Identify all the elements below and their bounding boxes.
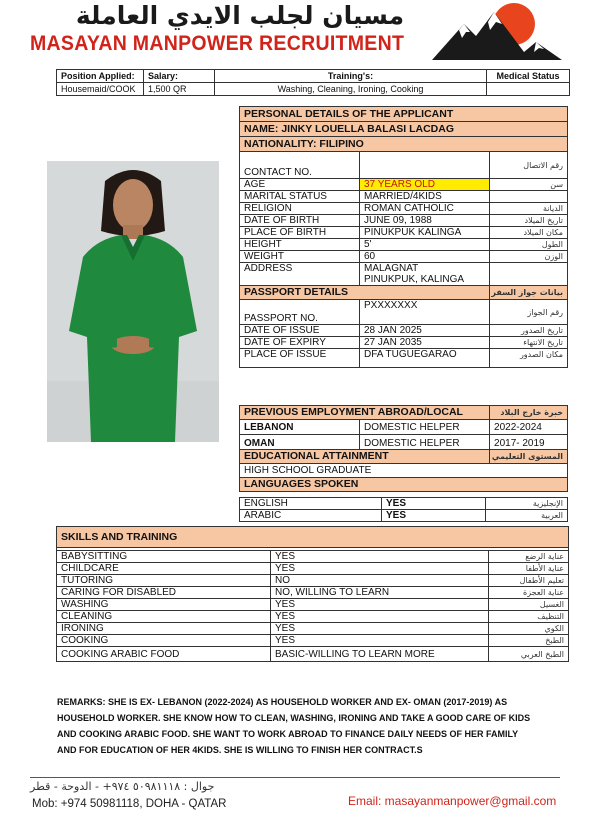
contact-label-ar: رقم الاتصال (490, 152, 568, 179)
skill-name: BABYSITTING (57, 551, 271, 563)
skill-value: YES (271, 563, 489, 575)
mountain-logo-icon (432, 2, 562, 62)
employment-years: 2017- 2019 (490, 435, 568, 450)
skill-name: CHILDCARE (57, 563, 271, 575)
issue-date-value: 28 JAN 2025 (360, 325, 490, 337)
personal-section-title: PERSONAL DETAILS OF THE APPLICANT (240, 107, 568, 122)
medical-label: Medical Status (487, 70, 570, 83)
marital-label-ar (490, 191, 568, 203)
applicant-name: NAME: JINKY LOUELLA BALASI LACDAG (240, 122, 568, 137)
skill-value: YES (271, 623, 489, 635)
employment-table (239, 405, 568, 492)
address-label-ar (490, 263, 568, 286)
employment-years: 2022-2024 (490, 420, 568, 435)
expiry-date-label-ar: تاريخ الانتهاء (490, 337, 568, 349)
employment-country: OMAN (240, 435, 360, 450)
skill-value: YES (271, 611, 489, 623)
religion-label: RELIGION (240, 203, 360, 215)
age-label: AGE (240, 179, 360, 191)
education-section-ar: المستوى التعليمي (490, 450, 568, 464)
languages-table (239, 497, 568, 522)
arabic-contact: جوال : ٥٠٩٨١١١٨ ٩٧٤+ - الدوحة - قطر (30, 780, 215, 793)
skill-name: IRONING (57, 623, 271, 635)
passport-no-value: PXXXXXXX (360, 300, 490, 325)
issue-place-value: DFA TUGUEGARAO (360, 349, 490, 368)
address-line-2: PINUKPUK, KALINGA (364, 274, 465, 285)
position-value: Housemaid/COOK (57, 83, 144, 96)
remarks-text: REMARKS: SHE IS EX- LEBANON (2022-2024) AS HOUSEHOLD WORKER AND EX- OMAN (2017-2019) AS HOUSEHOLD WORKER. SHE KNOW HOW TO CLEAN, WASHING, IRONING AND TAKE A GOOD CARE OF KIDS AND COOKING ARABIC FOOD. SHE WANT TO WORK ABROAD TO FINANCE DAILY NEEDS OF HER FAMILY AND FOR EDUCATION OF HER 4KIDS. SHE IS WILLING TO FINISH HER CONTRACT.S (57, 697, 531, 755)
education-section-title: EDUCATIONAL ATTAINMENT (240, 450, 490, 464)
age-value: 37 YEARS OLD (360, 179, 490, 191)
applicant-photo (47, 161, 219, 442)
expiry-date-value: 27 JAN 2035 (360, 337, 490, 349)
employment-section-ar: خبرة خارج البلاد (490, 406, 568, 420)
issue-place-label-ar: مكان الصدور (490, 349, 568, 368)
pob-value: PINUKPUK KALINGA (360, 227, 490, 239)
skills-section-title: SKILLS AND TRAINING (57, 527, 569, 548)
marital-label: MARITAL STATUS (240, 191, 360, 203)
marital-value: MARRIED/4KIDS (360, 191, 490, 203)
skill-name: CARING FOR DISABLED (57, 587, 271, 599)
passport-section-ar: بيانات جواز السفر (490, 286, 568, 300)
issue-place-label: PLACE OF ISSUE (240, 349, 360, 368)
skill-value: YES (271, 551, 489, 563)
applicant-nationality: NATIONALITY: FILIPINO (240, 137, 568, 152)
languages-section-title: LANGUAGES SPOKEN (240, 478, 568, 492)
skill-value: YES (271, 635, 489, 647)
passport-no-label-ar: رقم الجواز (490, 300, 568, 325)
expiry-date-label: DATE OF EXPIRY (240, 337, 360, 349)
footer-divider (30, 777, 560, 778)
height-label-ar: الطول (490, 239, 568, 251)
weight-label-ar: الوزن (490, 251, 568, 263)
email-contact: Email: masayanmanpower@gmail.com (348, 794, 557, 808)
skill-name-ar: الطبخ العربي (489, 647, 569, 662)
training-label: Training's: (215, 70, 487, 83)
skill-name-ar: الطبخ (489, 635, 569, 647)
skill-name-ar: التنظيف (489, 611, 569, 623)
arabic-company-title: مسيان لجلب الايدي العاملة (75, 1, 405, 30)
issue-date-label-ar: تاريخ الصدور (490, 325, 568, 337)
language-value: YES (382, 498, 486, 510)
skill-name-ar: الكوي (489, 623, 569, 635)
employment-country: LEBANON (240, 420, 360, 435)
religion-value: ROMAN CATHOLIC (360, 203, 490, 215)
address-value (360, 263, 490, 286)
contact-value (360, 152, 490, 179)
passport-section-title: PASSPORT DETAILS (240, 286, 490, 300)
pob-label-ar: مكان الميلاد (490, 227, 568, 239)
skill-name: COOKING ARABIC FOOD (57, 647, 271, 662)
mobile-contact: Mob: +974 50981118, DOHA - QATAR (32, 798, 227, 810)
age-label-ar: سن (490, 179, 568, 191)
address-label: ADDRESS (240, 263, 360, 286)
language-value: YES (382, 510, 486, 522)
language-name-ar: العربية (486, 510, 568, 522)
weight-value: 60 (360, 251, 490, 263)
dob-value: JUNE 09, 1988 (360, 215, 490, 227)
pob-label: PLACE OF BIRTH (240, 227, 360, 239)
height-value: 5' (360, 239, 490, 251)
skill-name-ar: عناية الأطفا (489, 563, 569, 575)
skill-value: NO, WILLING TO LEARN (271, 587, 489, 599)
skill-name: COOKING (57, 635, 271, 647)
contact-label: CONTACT NO. (240, 152, 360, 179)
skill-name-ar: الغسيل (489, 599, 569, 611)
skill-value: YES (271, 599, 489, 611)
issue-date-label: DATE OF ISSUE (240, 325, 360, 337)
dob-label-ar: تاريخ الميلاد (490, 215, 568, 227)
application-info-table (56, 69, 570, 96)
skill-name: WASHING (57, 599, 271, 611)
salary-value: 1,500 QR (144, 83, 215, 96)
religion-label-ar: الديانة (490, 203, 568, 215)
medical-value (487, 83, 570, 96)
height-label: HEIGHT (240, 239, 360, 251)
position-label: Position Applied: (57, 70, 144, 83)
language-name-ar: الإنجليزية (486, 498, 568, 510)
language-name: ARABIC (240, 510, 382, 522)
skill-name-ar: عناية الرضع (489, 551, 569, 563)
weight-label: WEIGHT (240, 251, 360, 263)
employment-position: DOMESTIC HELPER (360, 420, 490, 435)
address-line-1: MALAGNAT (364, 263, 419, 274)
personal-details-table (239, 106, 568, 368)
passport-no-label: PASSPORT NO. (240, 300, 360, 325)
skill-name: TUTORING (57, 575, 271, 587)
language-name: ENGLISH (240, 498, 382, 510)
dob-label: DATE OF BIRTH (240, 215, 360, 227)
company-title: MASAYAN MANPOWER RECRUITMENT (30, 32, 405, 55)
education-value: HIGH SCHOOL GRADUATE (240, 464, 568, 478)
skills-table (56, 526, 569, 662)
skill-name-ar: تعليم الأطفال (489, 575, 569, 587)
employment-section-title: PREVIOUS EMPLOYMENT ABROAD/LOCAL (240, 406, 490, 420)
skill-value: BASIC-WILLING TO LEARN MORE (271, 647, 489, 662)
employment-position: DOMESTIC HELPER (360, 435, 490, 450)
training-value: Washing, Cleaning, Ironing, Cooking (215, 83, 487, 96)
skill-name-ar: عناية العجزة (489, 587, 569, 599)
skill-value: NO (271, 575, 489, 587)
salary-label: Salary: (144, 70, 215, 83)
skill-name: CLEANING (57, 611, 271, 623)
